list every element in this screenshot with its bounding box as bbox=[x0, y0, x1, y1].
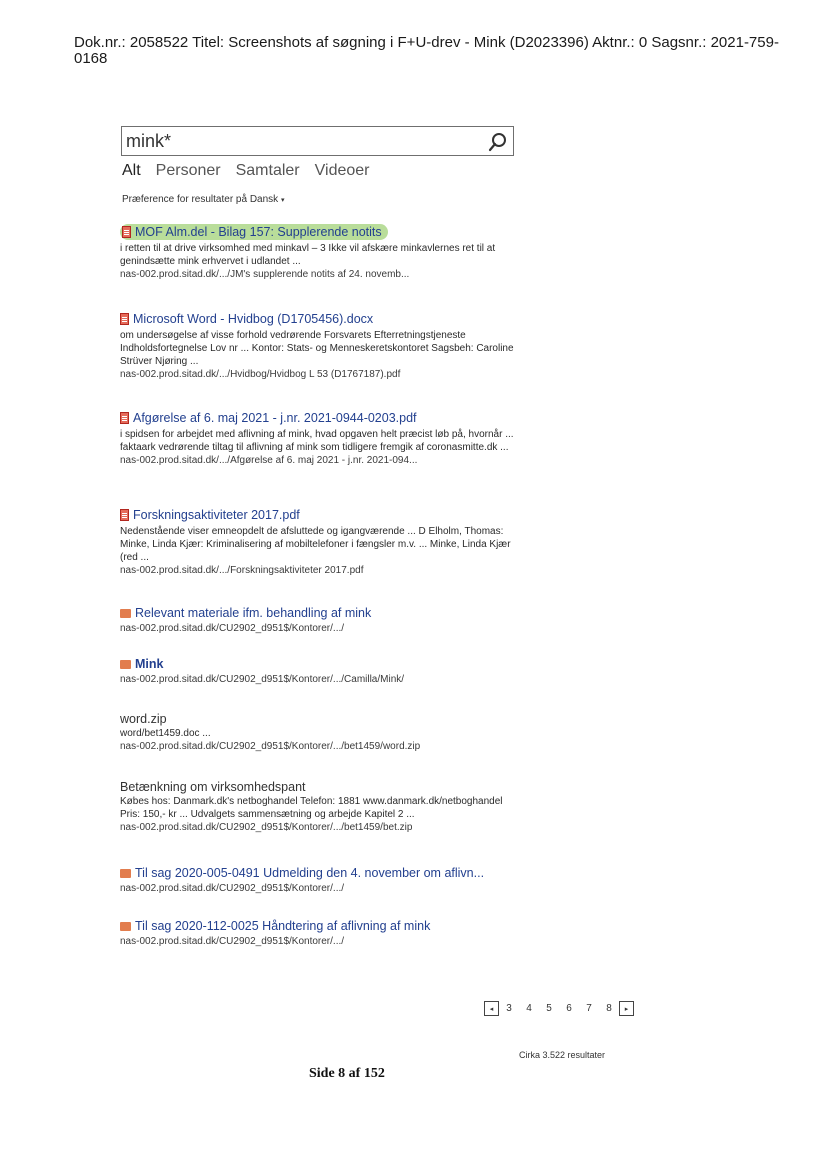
result-title: Afgørelse af 6. maj 2021 - j.nr. 2021-0944-0203.pdf bbox=[133, 411, 417, 425]
search-result bbox=[120, 605, 520, 635]
result-url[interactable]: nas-002.prod.sitad.dk/.../Afgørelse af 6. maj 2021 - j.nr. 2021-094... bbox=[120, 455, 418, 466]
result-url[interactable]: nas-002.prod.sitad.dk/CU2902_d951$/Kontorer/.../ bbox=[120, 622, 345, 634]
result-snippet: word/bet1459.doc ... bbox=[120, 728, 211, 739]
result-snippet: Købes hos: Danmark.dk's netboghandel Telefon: 1881 www.danmark.dk/netboghandel Pris: 150,- kr ... Udvalgets sammensætning og arbejde Kapitel 2 ... bbox=[120, 796, 503, 820]
search-result bbox=[120, 656, 520, 686]
search-box bbox=[121, 126, 514, 156]
next-page-button[interactable]: ▸ bbox=[619, 1001, 634, 1016]
result-title: Mink bbox=[135, 657, 164, 671]
tab-videos[interactable]: Videoer bbox=[314, 162, 370, 179]
pagination bbox=[484, 1001, 634, 1016]
search-input[interactable] bbox=[126, 130, 476, 152]
search-result bbox=[120, 779, 520, 834]
tab-conversations[interactable]: Samtaler bbox=[235, 162, 300, 179]
result-url[interactable]: nas-002.prod.sitad.dk/CU2902_d951$/Kontorer/.../bet1459/bet.zip bbox=[120, 822, 413, 833]
result-url[interactable]: nas-002.prod.sitad.dk/CU2902_d951$/Kontorer/.../bet1459/word.zip bbox=[120, 741, 421, 752]
result-url[interactable]: nas-002.prod.sitad.dk/.../Hvidbog/Hvidbog L 53 (D1767187).pdf bbox=[120, 369, 401, 380]
search-result bbox=[120, 224, 520, 281]
language-preference[interactable] bbox=[122, 194, 284, 205]
result-snippet: i retten til at drive virksomhed med minkavl – 3 Ikke vil afskære minkavlernes ret til at genindsætte mink erhvervet i udlandet ... bbox=[120, 243, 496, 267]
result-title-link[interactable] bbox=[120, 507, 300, 523]
result-title-link[interactable] bbox=[120, 224, 388, 240]
pdf-icon bbox=[120, 313, 129, 325]
folder-icon bbox=[120, 869, 131, 878]
pdf-icon bbox=[122, 226, 131, 238]
result-title: MOF Alm.del - Bilag 157: Supplerende notits bbox=[135, 225, 382, 239]
search-result bbox=[120, 865, 520, 895]
result-url[interactable]: nas-002.prod.sitad.dk/CU2902_d951$/Kontorer/.../ bbox=[120, 882, 345, 894]
result-title: Til sag 2020-112-0025 Håndtering af aflivning af mink bbox=[135, 919, 431, 933]
pdf-icon bbox=[120, 412, 129, 424]
result-title-link[interactable] bbox=[120, 656, 163, 672]
pdf-icon bbox=[120, 509, 129, 521]
search-result bbox=[120, 507, 520, 577]
result-snippet: Nedenstående viser emneopdelt de afsluttede og igangværende ... D Elholm, Thomas: Minke, Linda Kjær: Kriminalisering af mobiltelefoner i fængsler m.v. ... Minke, Linda Kjær (red ... bbox=[120, 526, 511, 563]
page-link[interactable]: 4 bbox=[526, 1003, 532, 1014]
result-title: Til sag 2020-005-0491 Udmelding den 4. november om aflivn... bbox=[135, 866, 485, 880]
result-title-link[interactable] bbox=[120, 918, 430, 934]
document-header: Dok.nr.: 2058522 Titel: Screenshots af søgning i F+U-drev - Mink (D2023396) Aktnr.: 0 Sagsnr.: 2021-759-0168 bbox=[74, 34, 779, 67]
page-link[interactable]: 8 bbox=[606, 1003, 612, 1014]
language-preference-label: Præference for resultater på Dansk bbox=[122, 194, 279, 205]
result-title-link[interactable] bbox=[120, 311, 373, 327]
page-link[interactable]: 6 bbox=[566, 1003, 572, 1014]
result-title: Relevant materiale ifm. behandling af mink bbox=[135, 606, 372, 620]
folder-icon bbox=[120, 922, 131, 931]
result-count: Cirka 3.522 resultater bbox=[519, 1050, 606, 1060]
result-title-link[interactable]: Betænkning om virksomhedspant bbox=[120, 780, 306, 794]
page-link[interactable]: 7 bbox=[586, 1003, 592, 1014]
folder-icon bbox=[120, 660, 131, 669]
result-title: Microsoft Word - Hvidbog (D1705456).docx bbox=[133, 312, 374, 326]
result-snippet: i spidsen for arbejdet med aflivning af mink, hvad opgaven helt præcist løb på, hvornår ... faktaark vedrørende tiltag til aflivning af mink som tidligere fremgik af coronasmitte.dk ... bbox=[120, 429, 514, 453]
page-number: Side 8 af 152 bbox=[309, 1066, 385, 1081]
result-snippet: om undersøgelse af visse forhold vedrørende Forsvarets Efterretningstjeneste Indholdsfortegnelse Lov nr ... Kontor: Stats- og Menneskeretskontoret Sagsbeh: Caroline Strüver Njøring ... bbox=[120, 330, 514, 367]
result-title-link[interactable]: word.zip bbox=[120, 712, 167, 726]
result-title-link[interactable] bbox=[120, 410, 417, 426]
result-tabs bbox=[122, 162, 369, 180]
previous-page-button[interactable]: ◂ bbox=[484, 1001, 499, 1016]
result-url[interactable]: nas-002.prod.sitad.dk/.../JM's supplerende notits af 24. novemb... bbox=[120, 269, 410, 280]
page-link[interactable]: 5 bbox=[546, 1003, 552, 1014]
tab-people[interactable]: Personer bbox=[155, 162, 221, 179]
page-link[interactable]: 3 bbox=[506, 1003, 512, 1014]
search-result bbox=[120, 711, 520, 753]
tab-all[interactable]: Alt bbox=[122, 162, 141, 179]
result-url[interactable]: nas-002.prod.sitad.dk/CU2902_d951$/Kontorer/.../ bbox=[120, 935, 345, 947]
result-url[interactable]: nas-002.prod.sitad.dk/.../Forskningsaktiviteter 2017.pdf bbox=[120, 565, 364, 576]
search-icon[interactable] bbox=[487, 131, 509, 153]
result-url[interactable]: nas-002.prod.sitad.dk/CU2902_d951$/Kontorer/.../Camilla/Mink/ bbox=[120, 673, 405, 685]
chevron-down-icon: ▾ bbox=[280, 197, 285, 204]
result-title: Forskningsaktiviteter 2017.pdf bbox=[133, 508, 300, 522]
folder-icon bbox=[120, 609, 131, 618]
search-result bbox=[120, 311, 520, 381]
result-title-link[interactable] bbox=[120, 865, 484, 881]
search-result bbox=[120, 918, 520, 948]
result-title-link[interactable] bbox=[120, 605, 371, 621]
search-result bbox=[120, 410, 520, 467]
